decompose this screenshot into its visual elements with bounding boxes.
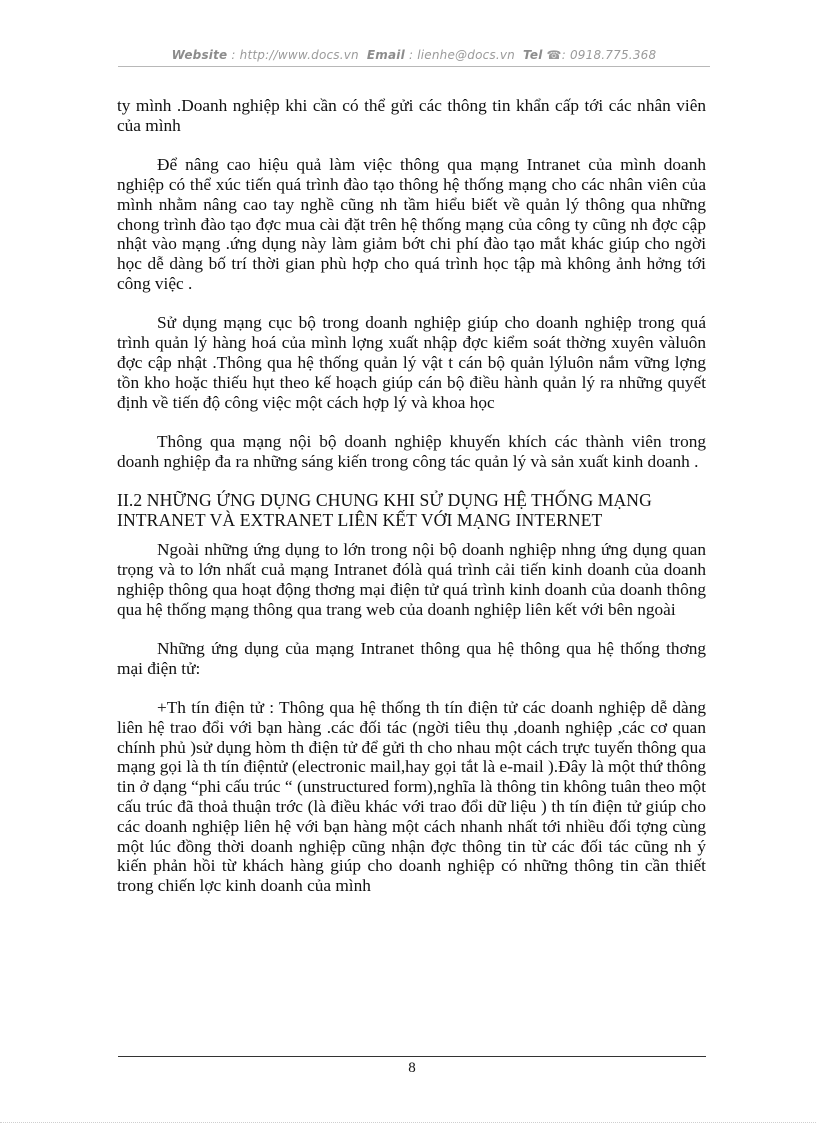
paragraph-5: Ngoài những ứng dụng to lớn trong nội bộ doanh nghiệp nhng ứng dụng quan trọng và to lớn nhất cuả mạng Intranet đólà quá trình cải tiến kinh doanh của doanh nghiệp thông qua hoạt động thơng mại điện tử quá trình kinh doanh của doanh thông qua hệ thống mạng thông qua trang web của doanh nghiệp liên kết với bên ngoài bbox=[117, 540, 706, 619]
section-heading: II.2 NHỮNG ỨNG DỤNG CHUNG KHI SỬ DỤNG HỆ THỐNG MẠNG INTRANET VÀ EXTRANET LIÊN KẾT VỚI MẠNG INTERNET bbox=[117, 490, 652, 530]
paragraph-3: Sử dụng mạng cục bộ trong doanh nghiệp giúp cho doanh nghiệp trong quá trình quản lý hàng hoá của mình lợng xuất nhập đợc kiểm soát thờng xuyên vàluôn đợc cập nhật .Thông qua hệ thống quản lý vật t cán bộ quản lýluôn nắm vững lợng tồn kho hoặc thiếu hụt theo kế hoạch giúp cán bộ điều hành quản lý ra những quyết định về tiến độ công việc một cách hợp lý và khoa học bbox=[117, 313, 706, 412]
email-value: : lienhe@docs.vn bbox=[408, 48, 515, 62]
website-label: Website bbox=[171, 48, 228, 62]
page-header bbox=[118, 48, 710, 62]
tel-value: ☎: 0918.775.368 bbox=[546, 48, 657, 62]
paragraph-4: Thông qua mạng nội bộ doanh nghiệp khuyến khích các thành viên trong doanh nghiệp đa ra những sáng kiến trong công tác quản lý và sản xuất kinh doanh . bbox=[117, 431, 706, 471]
document-body bbox=[117, 96, 706, 916]
footer-divider bbox=[118, 1056, 706, 1057]
paragraph-7: +Th tín điện tử : Thông qua hệ thống th tín điện tử các doanh nghiệp dễ dàng liên hệ trao đổi với bạn hàng .các đối tác (ngời tiêu thụ ,doanh nghiệp ,các cơ quan chính phủ )sử dụng hòm th điện tử để gửi th cho nhau một cách trực tuyến thông qua mạng gọi là th tín điệntử (electronic mail,hay gọi tắt là e-mail ).Đây là một thứ thông tin ở dạng “phi cấu trúc “ (unstructured form),nghĩa là thông tin không tuân theo một cấu trúc đã thoả thuận trớc (là điều khác với trao đổi dữ liệu ) th tín điện tử giúp cho các doanh nghiệp liên hệ với bạn hàng một cách nhanh nhất tới nhiều đối tợng cùng một lúc đồng thời doanh nghiệp cũng nhận đợc thông tin từ các đối tác cũng nh ý kiến phản hồi từ khách hàng giúp cho doanh nghiệp có những thông tin cần thiết trong chiến lợc kinh doanh của mình bbox=[117, 698, 706, 896]
paragraph-2: Để nâng cao hiệu quả làm việc thông qua mạng Intranet của mình doanh nghiệp có thể xúc tiến quá trình đào tạo thông hệ thống mạng cho các nhân viên của mình nhằm nâng cao tay nghề cũng nh tầm hiểu biết về quản lý thông qua những chong trình đào tạo đợc mua cài đặt trên hệ thống mạng của công ty cũng nh đợc cập nhật vào mạng .ứng dụng này làm giảm bớt chi phí đào tạo mắt khác giúp cho ngời học dễ dàng bố trí thời gian phù hợp cho quá trình học tập mà không ảnh hởng tới công việc . bbox=[117, 155, 706, 293]
website-value: : http://www.docs.vn bbox=[231, 48, 359, 62]
paragraph-6: Những ứng dụng của mạng Intranet thông qua hệ thông qua hệ thống thơng mại điện tử: bbox=[117, 638, 706, 678]
paragraph-1: ty mình .Doanh nghiệp khi cần có thể gửi các thông tin khẩn cấp tới các nhân viên của mình bbox=[117, 96, 706, 135]
header-divider bbox=[118, 66, 710, 67]
email-label: Email bbox=[366, 48, 405, 62]
page-number: 8 bbox=[408, 1060, 416, 1076]
tel-label: Tel bbox=[523, 48, 543, 62]
